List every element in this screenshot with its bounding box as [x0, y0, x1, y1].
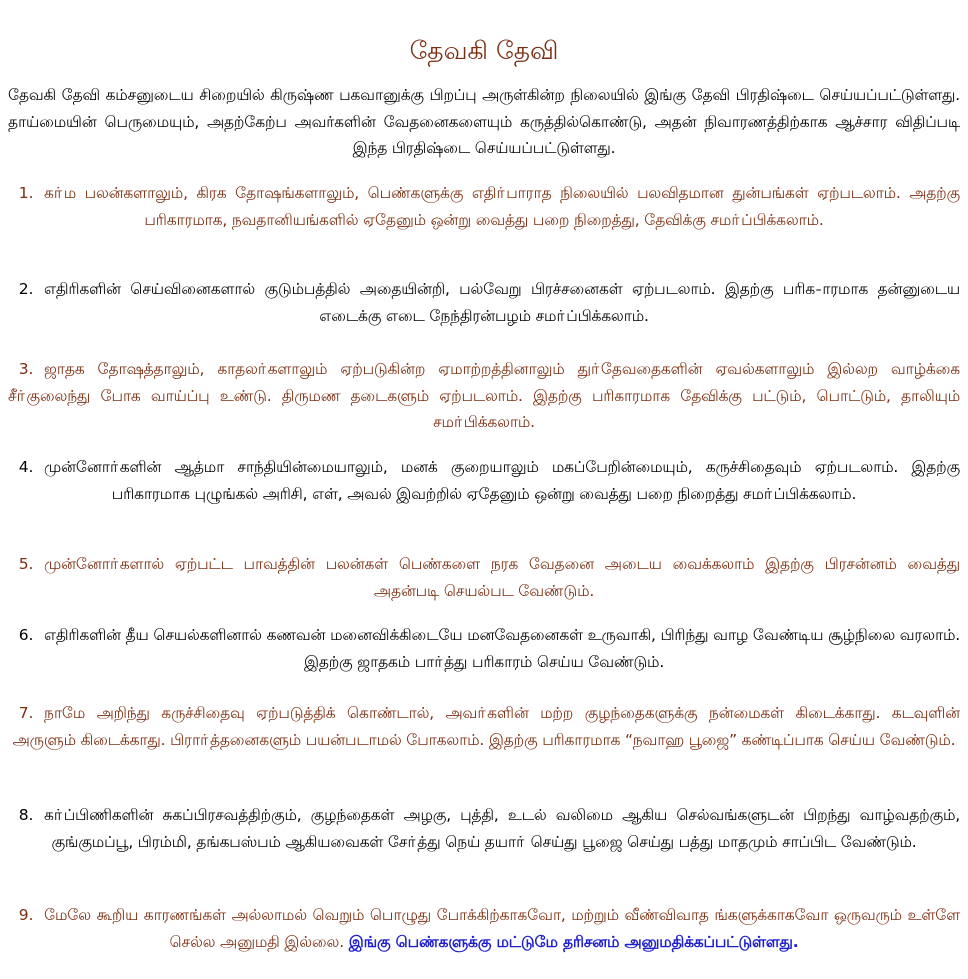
item-number: 2. — [18, 280, 34, 298]
highlight-notice: இங்கு பெண்களுக்கு மட்டுமே தரிசனம் அனுமதிக்கப்பட்டுள்ளது. — [348, 932, 799, 951]
list-item-2 — [8, 276, 960, 329]
item-text: கா்ம பலன்களாலும், கிரக தோஷங்களாலும், பெண்களுக்கு எதிா்பாராத நிலையில் பலவிதமான துன்பங்கள் ஏற்படலாம். அதற்கு பரிகாரமாக, நவதானியங்களில் ஏதேனும் ஒன்று வைத்து பறை நிறைத்து, தேவிக்கு சமா்ப்பிக்கலாம். — [44, 184, 960, 229]
list-item-8 — [8, 802, 960, 855]
item-number: 8. — [18, 806, 34, 824]
list-item-7 — [8, 700, 960, 753]
list-item-3 — [8, 356, 960, 436]
page-title: தேவகி தேவி — [409, 36, 559, 65]
item-text: நாமே அறிந்து கருச்சிதைவு ஏற்படுத்திக் கொண்டால், அவா்களின் மற்ற குழந்தைகளுக்கு நன்மைகள் கிடைக்காது. கடவுளின் அருளும் கிடைக்காது. பிராா்த்தனைகளும் பயன்படாமல் போகலாம். இதற்கு பரிகாரமாக “நவாஹ பூஜை” கண்டிப்பாக செய்ய வேண்டும். — [12, 704, 960, 749]
list-item-1 — [8, 180, 960, 233]
list-item-9 — [8, 902, 960, 955]
list-item-4 — [8, 454, 960, 507]
item-number: 6. — [18, 626, 34, 644]
item-number: 1. — [18, 184, 34, 202]
item-text: முன்னோா்களால் ஏற்பட்ட பாவத்தின் பலன்கள் பெண்களை நரக வேதனை அடைய வைக்கலாம் இதற்கு பிரசன்னம் வைத்து அதன்படி செயல்பட வேண்டும். — [44, 555, 960, 600]
item-text: முன்னோா்களின் ஆத்மா சாந்தியின்மையாலும், மனக் குறையாலும் மகப்பேறின்மையும், கருச்சிதைவும் ஏற்படலாம். இதற்கு பரிகாரமாக புழுங்கல் அரிசி, எள், அவல் இவற்றில் ஏதேனும் ஒன்று வைத்து பறை நிறைத்து சமா்ப்பிக்கலாம். — [44, 458, 960, 503]
item-number: 7. — [18, 704, 34, 722]
list-item-6 — [8, 622, 960, 675]
item-text: எதிரிகளின் தீய செயல்களினால் கணவன் மனைவிக்கிடையே மனவேதனைகள் உருவாகி, பிரிந்து வாழ வேண்டிய சூழ்நிலை வரலாம். இதற்கு ஜாதகம் பாா்த்து பரிகாரம் செய்ய வேண்டும். — [44, 626, 960, 671]
item-text: கா்ப்பிணிகளின் சுகப்பிரசவத்திற்கும், குழந்தைகள் அழகு, புத்தி, உடல் வலிமை ஆகிய செல்வங்களுடன் பிறந்து வாழ்வதற்கும், குங்குமப்பூ, பிரம்மி, தங்கபஸ்பம் ஆகியவைகள் சோ்த்து நெய் தயாா் செய்து பூஜை செய்து பத்து மாதமும் சாப்பிட வேண்டும். — [44, 806, 960, 851]
item-number: 5. — [18, 555, 34, 573]
list-item-5 — [8, 551, 960, 604]
item-text: ஜாதக தோஷத்தாலும், காதலா்களாலும் ஏற்படுகின்ற ஏமாற்றத்தினாலும் துா்தேவதைகளின் ஏவல்களாலும் இல்லற வாழ்க்கை சீா்குலைந்து போக வாய்ப்பு உண்டு. திருமண தடைகளும் ஏற்படலாம். இதற்கு பரிகாரமாக தேவிக்கு பட்டும், பொட்டும், தாலியும் சமா்பிக்கலாம். — [8, 360, 960, 431]
item-text: எதிரிகளின் செய்வினைகளால் குடும்பத்தில் அதையின்றி, பல்வேறு பிரச்சனைகள் ஏற்படலாம். இதற்கு பரிக-ாரமாக தன்னுடைய எடைக்கு எடை நேந்திரன்பழம் சமா்ப்பிக்கலாம். — [44, 280, 960, 325]
item-number: 3. — [18, 360, 34, 378]
item-text: மேலே கூறிய காரணங்கள் அல்லாமல் வெறும் பொழுது போக்கிற்காகவோ, மற்றும் வீண்விவாத ங்களுக்காகவோ ஒருவரும் உள்ளே செல்ல அனுமதி இல்லை. — [44, 906, 960, 951]
intro-paragraph: தேவகி தேவி கம்சனுடைய சிறையில் கிருஷ்ண பகவானுக்கு பிறப்பு அருள்கின்ற நிலையில் இங்கு தேவி பிரதிஷ்டை செய்யப்பட்டுள்ளது. தாய்மையின் பெருமையும், அதற்கேற்ப அவர்களின் வேதனைகளையும் கருத்தில்கொண்டு, அதன் நிவாரணத்திற்காக ஆச்சார விதிப்படி இந்த பிரதிஷ்டை செய்யப்பட்டுள்ளது. — [8, 86, 960, 157]
item-number: 9. — [18, 906, 34, 924]
item-number: 4. — [18, 458, 34, 476]
